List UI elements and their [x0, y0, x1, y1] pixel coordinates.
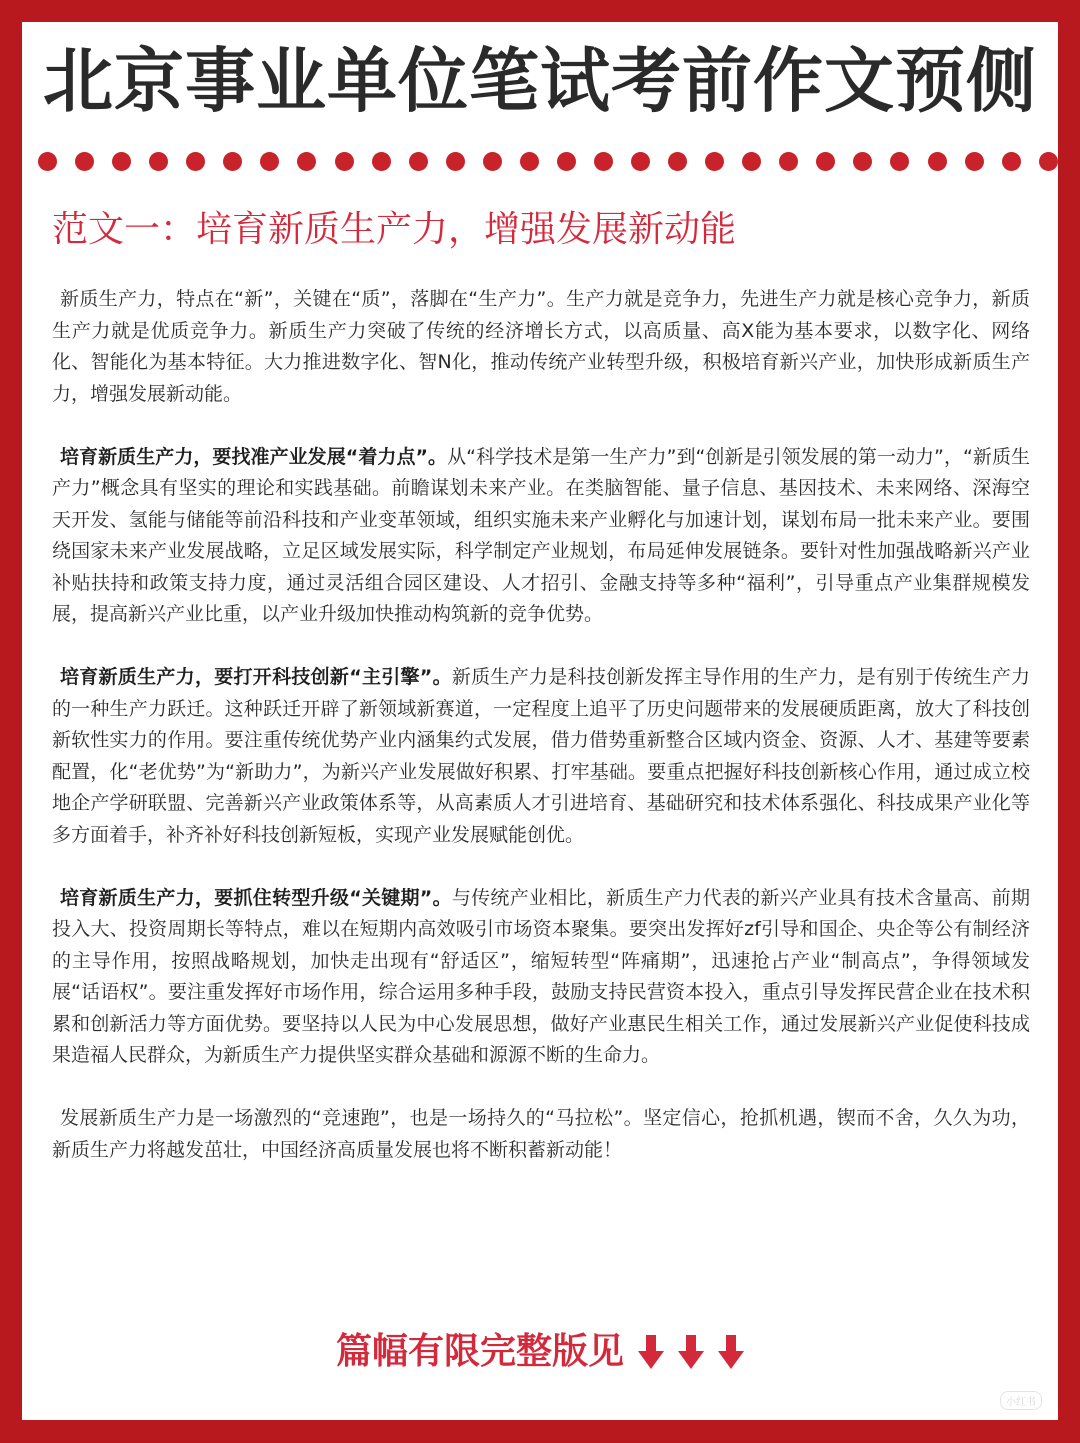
divider-dot: [260, 152, 279, 171]
paragraph-lead: 培育新质生产力，要打开科技创新“主引擎”。: [60, 666, 452, 688]
article-body: [52, 284, 1030, 1198]
paragraph-text: 新质生产力，特点在“新”，关键在“质”，落脚在“生产力”。生产力就是竞争力，先进生产力就是核心竞争力，新质生产力就是优质竞争力。新质生产力突破了传统的经济增长方式，以高质量、高X能为基本要求，以数字化、网络化、智能化为基本特征。大力推进数字化、智N化，推动传统产业转型升级，积极培育新兴产业，加快形成新质生产力，增强发展新动能。: [52, 288, 1030, 405]
article-subtitle: 范文一：培育新质生产力，增强发展新动能: [52, 209, 737, 250]
paragraph-text: 与传统产业相比，新质生产力代表的新兴产业具有技术含量高、前期投入大、投资周期长等特点，难以在短期内高效吸引市场资本聚集。要突出发挥好zf引导和国企、央企等公有制经济的主导作用，按照战略规划，加快走出现有“舒适区”，缩短转型“阵痛期”，迅速抢占产业“制高点”，争得领域发展“话语权”。要注重发挥好市场作用，综合运用多种手段，鼓励支持民营资本投入，重点引导发挥民营企业在技术积累和创新活力等方面优势。要坚持以人民为中心发展思想，做好产业惠民生相关工作，通过发展新兴产业促使科技成果造福人民群众，为新质生产力提供坚实群众基础和源源不断的生命力。: [52, 886, 1030, 1066]
divider-dot: [75, 152, 94, 171]
divider-dot: [149, 152, 168, 171]
down-arrow-icon: [678, 1335, 704, 1369]
divider-dot: [38, 152, 57, 171]
paragraph: [52, 883, 1030, 1072]
divider-dot: [890, 152, 909, 171]
paragraph-text: 从“科学技术是第一生产力”到“创新是引领发展的第一动力”，“新质生产力”概念具有坚实的理论和实践基础。前瞻谋划未来产业。在类脑智能、量子信息、基因技术、未来网络、深海空天开发、氢能与储能等前沿科技和产业变革领域，组织实施未来产业孵化与加速计划，谋划布局一批未来产业。要围绕国家未来产业发展战略，立足区域发展实际，科学制定产业规划，布局延伸发展链条。要针对性加强战略新兴产业补贴扶持和政策支持力度，通过灵活组合园区建设、人才招引、金融支持等多种“福利”，引导重点产业集群规模发展，提高新兴产业比重，以产业升级加快推动构筑新的竞争优势。: [52, 445, 1031, 625]
divider-dot: [668, 152, 687, 171]
divider-dot: [1002, 152, 1021, 171]
divider-dot: [853, 152, 872, 171]
divider-dot: [483, 152, 502, 171]
divider-dot: [112, 152, 131, 171]
down-arrow-icon: [718, 1335, 744, 1369]
paragraph-text: 新质生产力是科技创新发挥主导作用的生产力，是有别于传统生产力的一种生产力跃迁。这种跃迁开辟了新领域新赛道，一定程度上追平了历史问题带来的发展硬质距离，放大了科技创新软性实力的作用。要注重传统优势产业内涵集约式发展，借力借势重新整合区域内资金、资源、人才、基建等要素配置，化“老优势”为“新助力”，为新兴产业发展做好积累、打牢基础。要重点把握好科技创新核心作用，通过成立校地企产学研联盟、完善新兴产业政策体系等，从高素质人才引进培育、基础研究和技术体系强化、科技成果产业化等多方面着手，补齐补好科技创新短板，实现产业发展赋能创优。: [52, 666, 1030, 846]
divider-dot: [520, 152, 539, 171]
paragraph: [52, 284, 1030, 410]
paragraph: [52, 1103, 1030, 1166]
divider-dot: [705, 152, 724, 171]
divider-dot: [816, 152, 835, 171]
paragraph-lead: 培育新质生产力，要找准产业发展“着力点”。: [60, 445, 448, 468]
divider-dot: [409, 152, 428, 171]
watermark-logo: 小红书: [1000, 1391, 1042, 1410]
paragraph: [52, 662, 1030, 851]
divider-dot: [297, 152, 316, 171]
divider-dot: [779, 152, 798, 171]
dot-divider: [38, 152, 1058, 174]
divider-dot: [928, 152, 947, 171]
footer-text: 篇幅有限完整版见: [335, 1331, 624, 1372]
divider-dot: [223, 152, 242, 171]
divider-dot: [1039, 152, 1058, 171]
divider-dot: [965, 152, 984, 171]
divider-dot: [446, 152, 465, 171]
down-arrow-icon: [638, 1335, 664, 1369]
divider-dot: [631, 152, 650, 171]
footer-note: [22, 1328, 1058, 1376]
divider-dot: [335, 152, 354, 171]
divider-dot: [742, 152, 761, 171]
paragraph-lead: 培育新质生产力，要抓住转型升级“关键期”。: [60, 886, 452, 909]
paragraph: [52, 442, 1030, 631]
paragraph-text: 发展新质生产力是一场激烈的“竞速跑”，也是一场持久的“马拉松”。坚定信心，抢抓机遇，锲而不舍，久久为功，新质生产力将越发茁壮，中国经济高质量发展也将不断积蓄新动能！: [52, 1107, 1030, 1161]
divider-dot: [594, 152, 613, 171]
divider-dot: [186, 152, 205, 171]
article-card: [22, 22, 1058, 1420]
divider-dot: [372, 152, 391, 171]
page-title: 北京事业单位笔试考前作文预侧: [43, 40, 1037, 122]
divider-dot: [557, 152, 576, 171]
